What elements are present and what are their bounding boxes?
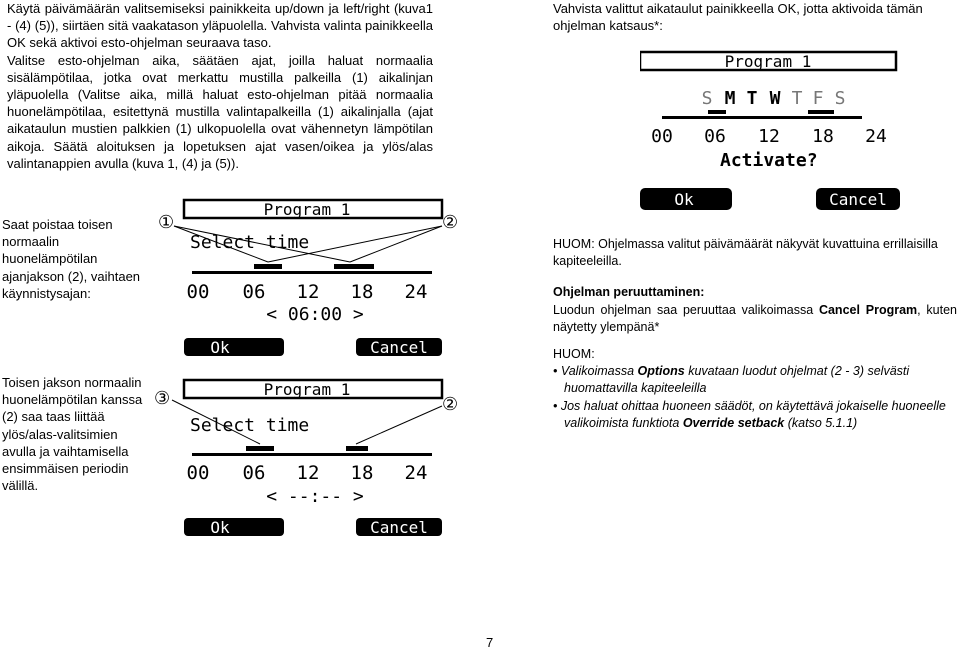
time-00: 00 <box>651 126 673 147</box>
time-06: 06 <box>704 126 726 147</box>
p2-time-24: 24 <box>404 462 428 484</box>
huom-list <box>553 363 957 432</box>
summary-title: Program 1 <box>724 52 812 71</box>
time-24: 24 <box>865 126 887 147</box>
p2-ok-label: Ok <box>210 518 230 537</box>
day-s-2: S <box>834 88 846 109</box>
day-f: F <box>812 88 824 109</box>
period2-screen <box>150 376 470 542</box>
marker-2: ② <box>442 212 459 233</box>
cancel-label: Cancel <box>829 190 887 209</box>
time-18: 18 <box>812 126 834 147</box>
p1-time-24: 24 <box>404 281 428 303</box>
period1-title: Program 1 <box>263 200 351 219</box>
marker-3: ③ <box>154 388 171 409</box>
note-text: HUOM: Ohjelmassa valitut päivämäärät näkyvät kuvattuina errillaisilla kapiteeleilla. <box>553 237 938 269</box>
p2-time-00: 00 <box>186 462 210 484</box>
period1-subtitle: Select time <box>190 232 310 253</box>
p2-time-06: 06 <box>242 462 266 484</box>
remove-period-text: Saat poistaa toisen normaalin huonelämpötilan ajanjakson (2), vaihtaen käynnistysajan: <box>2 217 141 301</box>
cancel-program-option: Cancel Program <box>818 302 918 317</box>
huom-block <box>553 346 957 432</box>
p2-ok-button[interactable] <box>184 518 284 536</box>
p1-time-06: 06 <box>242 281 266 303</box>
marker-2b: ② <box>442 394 459 415</box>
cancel-program-text: Luodun ohjelman saa peruuttaa valikoimassa Cancel Program, kuten näytetty ylempänä* <box>553 302 958 334</box>
page-number: 7 <box>486 635 494 650</box>
p2-cancel-label: Cancel <box>370 518 428 537</box>
p1-cancel-label: Cancel <box>370 338 428 357</box>
cancel-program-title: Ohjelman peruuttaminen: <box>553 285 705 300</box>
p1-time-value: < 06:00 > <box>266 304 364 325</box>
huom-title: HUOM: <box>553 347 595 361</box>
hint-block <box>553 236 957 336</box>
ok-label: Ok <box>674 190 694 209</box>
override-setback-name: Override setback <box>682 415 785 430</box>
p2-time-value: < --:-- > <box>266 486 364 507</box>
huom-bullet-2: • Jos haluat ohittaa huoneen säädöt, on käytettävä jokaiselle huoneelle valikoimista funktiota Override setback (katso 5.1.1) <box>553 398 946 430</box>
p1-time-00: 00 <box>186 281 210 303</box>
summary-caption: Vahvista valittut aikataulut painikkeella OK, jotta aktivoida tämän ohjelman katsaus*: <box>553 1 923 34</box>
time-12: 12 <box>758 126 780 147</box>
program-summary-screen <box>640 46 900 216</box>
day-s-1: S <box>701 88 713 109</box>
day-w: W <box>769 88 781 109</box>
day-t-2: T <box>791 88 803 109</box>
marker-1: ① <box>158 212 175 233</box>
p2-time-18: 18 <box>350 462 374 484</box>
p1-ok-label: Ok <box>210 338 230 357</box>
p1-time-12: 12 <box>296 281 320 303</box>
options-menu-name: Options <box>637 364 685 379</box>
p1-time-18: 18 <box>350 281 374 303</box>
intro-text <box>7 0 433 172</box>
intro-paragraph-2: Valitse esto-ohjelman aika, säätäen ajat, joilla haluat normaalia sisälämpötilaa, jotka ovat merkattu mustilla palkeilla (1) aikalinjan yläpuolella (Valitse aika, millä haluat esto-ohjelman pitää normaalia huonelämpötilaa, esitettynä mustilla valintapalkeilla (1) aikalinjalla (ajat aikataulun mustien palkkien (1) ulkopuolella ovat vähennetyn lämpötilan aikoja. Säätä aloituksen ja lopetuksen ajat vasen/oikea ja ylös/alas valintanappien avulla (kuva 1, (4) ja (5)). <box>7 52 433 171</box>
period2-title: Program 1 <box>263 380 351 399</box>
day-m: M <box>724 88 736 109</box>
p2-time-12: 12 <box>296 462 320 484</box>
reconnect-period-text: Toisen jakson normaalin huonelämpötilan kanssa (2) saa taas liittää ylös/alas-valitsimien avulla ja vaihtamisella ensimmäisen periodin välillä. <box>2 375 143 494</box>
period1-screen <box>150 196 470 362</box>
activate-prompt: Activate? <box>720 150 818 171</box>
intro-paragraph-1: Käytä päivämäärän valitsemiseksi painikkeita up/down ja left/right (kuva1 - (4) (5)), siirtäen sitä vaakatason yläpuolella. Vahvista valinta painikkeella OK sekä aktivoi esto-ohjelman seuraava taso. <box>7 1 433 51</box>
p1-ok-button[interactable] <box>184 338 284 356</box>
day-t-1: T <box>746 88 758 109</box>
huom-bullet-1: • Valikoimassa Options kuvataan luodut ohjelmat (2 - 3) selvästi huomattavilla kapiteeleilla <box>553 364 910 396</box>
period2-subtitle: Select time <box>190 415 310 436</box>
